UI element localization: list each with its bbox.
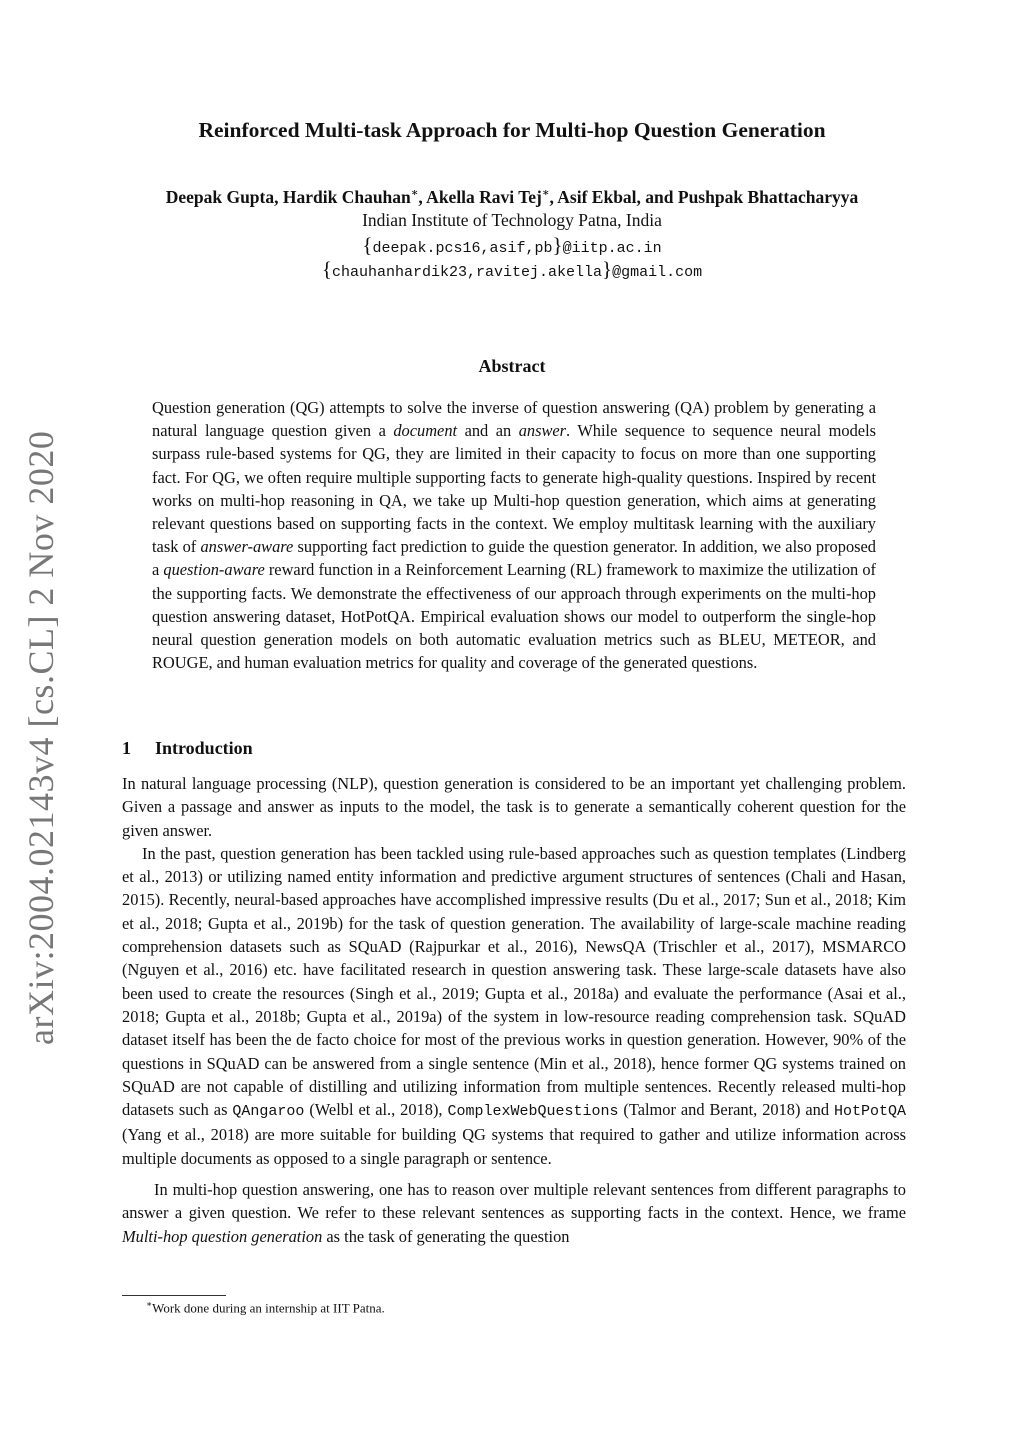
paragraph-text: In the past, question generation has been tackled using rule-based approaches such as question templates (Lindberg et al., 2013) or utilizing named entity information and predictive argument structures of sentences (Chali and Hasan, 2015). Recently, neural-based approaches have accomplished impressive results (Du et al., 2017; Sun et al., 2018; Kim et al., 2018; Gupta et al., 2019b) for the task of question generation. The availability of large-scale machine reading comprehension datasets such as SQuAD (Rajpurkar et al., 2016), NewsQA (Trischler et al., 2017), MSMARCO (Nguyen et al., 2016) etc. have facilitated research in question answering task. These large-scale datasets have also been used to create the resources (Singh et al., 2019; Gupta et al., 2018a) and evaluate the performance (Asai et al., 2018; Gupta et al., 2018b; Gupta et al., 2019a) of the system in low-resource reading comprehension task. SQuAD dataset itself has been the de facto choice for most of the previous works in question generation. However, 90% of the questions in SQuAD can be answered from a single sentence (Min et al., 2018), hence former QG systems trained on SQuAD are not capable of distilling and utilizing information from multiple sentences. Recently released multi-hop datasets such as — [122, 843, 906, 1120]
brace: { — [362, 233, 373, 257]
paragraph — [122, 842, 906, 1170]
arxiv-identifier: arXiv:2004.02143v4 [cs.CL] 2 Nov 2020 — [21, 430, 61, 1045]
email-names: deepak.pcs16,asif,pb — [372, 240, 553, 257]
paper-title: Reinforced Multi-task Approach for Multi-hop Question Generation — [198, 118, 826, 142]
dataset-name: HotPotQA — [833, 1103, 906, 1121]
email-names: chauhanhardik23,ravitej.akella — [331, 264, 603, 281]
paragraph-text: as the task of generating the question — [322, 1226, 570, 1246]
abstract-emphasis: answer-aware — [200, 537, 294, 557]
section-number: 1 — [122, 738, 131, 758]
brace: } — [602, 257, 613, 281]
paragraph — [122, 1178, 906, 1248]
section-heading — [122, 738, 253, 759]
brace: } — [552, 233, 563, 257]
abstract-emphasis: document — [393, 421, 458, 441]
abstract-text: and an — [457, 421, 519, 441]
email-domain: @iitp.ac.in — [562, 240, 662, 257]
abstract-text: . While sequence to sequence neural models surpass rule-based systems for QG, they are limited in their capacity to focus on more than one supporting fact. For QG, we often require multiple supporting facts to generate high-quality questions. Inspired by recent works on multi-hop reasoning in QA, we take up Multi-hop question generation, which aims at generating relevant questions based on supporting facts in the context. We employ multitask learning with the auxiliary task of — [152, 421, 876, 557]
section-title: Introduction — [155, 738, 253, 758]
footnote — [146, 1299, 385, 1316]
paragraph-text: In multi-hop question answering, one has to reason over multiple relevant sentences from different paragraphs to answer a given question. We refer to these relevant sentences as supporting facts in the context. Hence, we frame — [122, 1180, 906, 1223]
dataset-name: QAngaroo — [232, 1103, 305, 1121]
affiliation: Indian Institute of Technology Patna, India — [362, 210, 662, 230]
author-names-3: , Asif Ekbal, and Pushpak Bhattacharyya — [549, 186, 859, 207]
paragraph-emphasis: Multi-hop question generation — [122, 1226, 323, 1246]
author-list — [0, 186, 1024, 208]
paragraph: In natural language processing (NLP), question generation is considered to be an important yet challenging problem. Given a passage and answer as inputs to the model, the task is to generate a semantically coherent question for the given answer. — [122, 774, 906, 840]
abstract-text: supporting fact prediction to guide the question generator. In addition, we also proposed a — [152, 537, 876, 580]
abstract-body — [152, 396, 876, 674]
abstract-emphasis: question-aware — [163, 560, 265, 580]
email-line-2 — [0, 257, 1024, 282]
author-names-1: Deepak Gupta, Hardik Chauhan — [165, 186, 411, 207]
paragraph-text: (Yang et al., 2018) are more suitable for building QG systems that required to gather and utilize information across multiple documents as opposed to a single paragraph or sentence. — [122, 1125, 906, 1168]
footnote-divider — [122, 1295, 226, 1296]
footnote-mark: ∗ — [410, 187, 419, 199]
email-line-1 — [0, 233, 1024, 258]
paragraph-text: (Talmor and Berant, 2018) and — [618, 1100, 834, 1120]
footnote-mark: ∗ — [146, 1299, 153, 1309]
abstract-text: Question generation (QG) attempts to solve the inverse of question answering (QA) problem by generating a natural language question given a — [152, 398, 876, 441]
dataset-name: ComplexWebQuestions — [447, 1103, 619, 1121]
footnote-mark: ∗ — [541, 187, 550, 199]
email-domain: @gmail.com — [612, 264, 703, 281]
paragraph-text: (Welbl et al., 2018), — [304, 1100, 448, 1120]
abstract-heading: Abstract — [478, 356, 546, 376]
abstract-emphasis: answer — [518, 421, 567, 441]
brace: { — [321, 257, 332, 281]
abstract-text: reward function in a Reinforcement Learning (RL) framework to maximize the utilization of the supporting facts. We demonstrate the effectiveness of our approach through experiments on the multi-hop question answering dataset, HotPotQA. Empirical evaluation shows our model to outperform the single-hop neural question generation models on both automatic evaluation metrics such as BLEU, METEOR, and ROUGE, and human evaluation metrics for quality and coverage of the generated questions. — [152, 560, 876, 673]
section-body — [122, 772, 906, 1248]
footnote-text: Work done during an internship at IIT Patna. — [152, 1300, 385, 1316]
author-names-2: , Akella Ravi Tej — [418, 186, 542, 207]
